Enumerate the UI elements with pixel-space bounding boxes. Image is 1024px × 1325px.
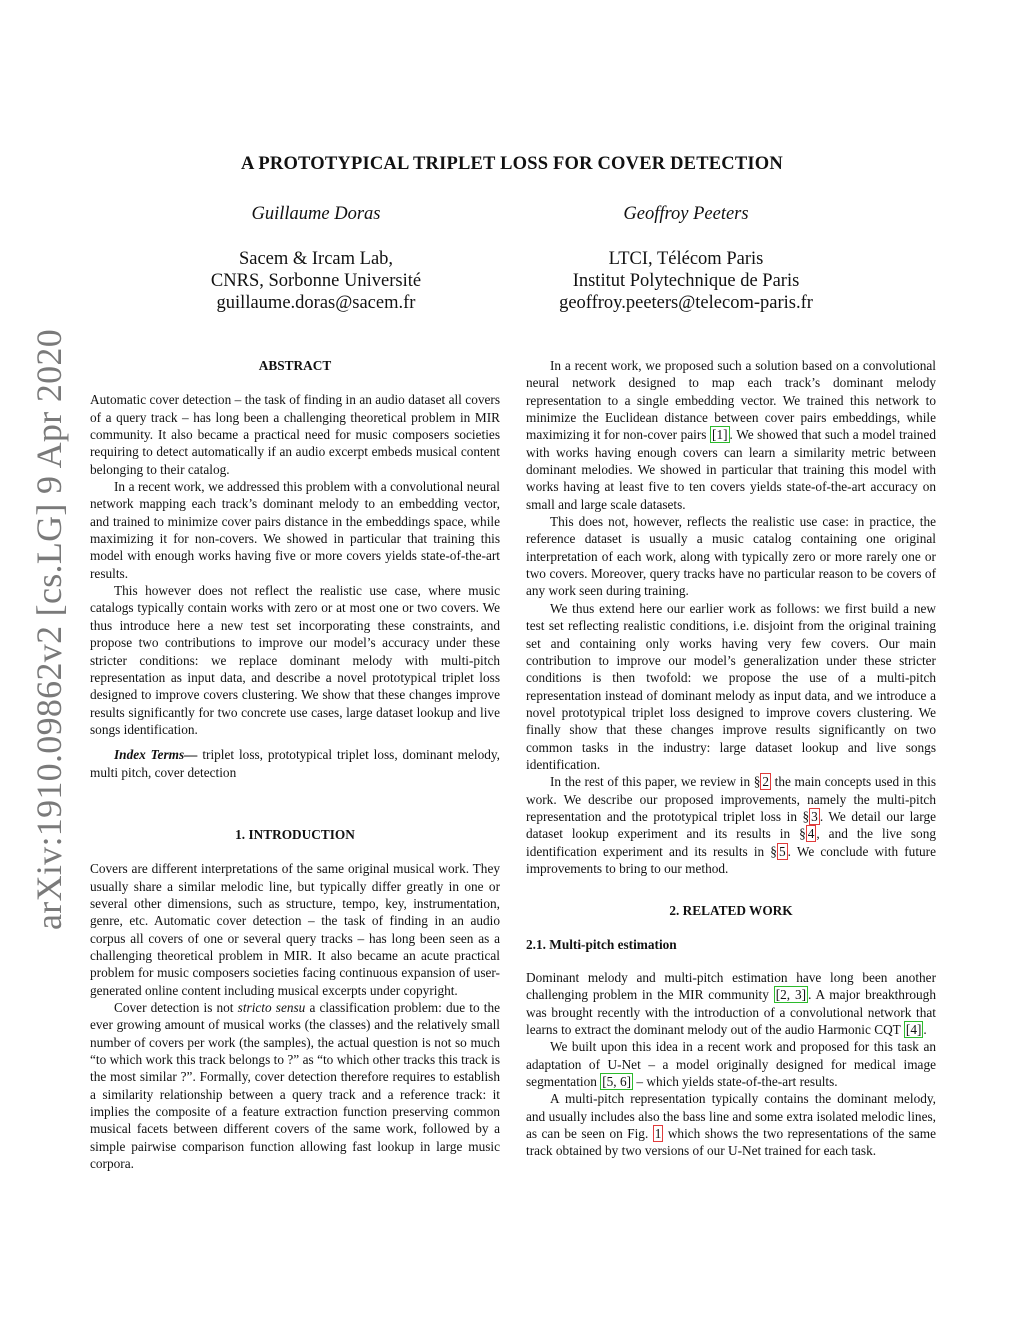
body-paragraph: We thus extend here our earlier work as follows: we first build a new test set reflecting realistic conditions, i.e. disjoint from the original training set and containing only works having very few covers. Our main contribution to improve our model’s generalization under these stricter conditions is then twofold: we propose the use of a multi-pitch representation instead of dominant melody as input data, and we introduce a novel prototypical triplet loss designed to improve covers clustering. We finally show that these changes improve results significantly on two common tasks in the industry: large dataset lookup and live songs identification. bbox=[526, 600, 936, 772]
citation-link[interactable]: [4] bbox=[905, 1022, 922, 1038]
section-link[interactable]: 2 bbox=[762, 774, 770, 790]
body-paragraph: In the rest of this paper, we review in § 2 the main concepts used in this work. We describe our proposed improvements, namely the multi-pitch representation and the prototypical triplet loss in § 3 . We detail our large dataset lookup experiment and its results in § 4 , and the live song identification experiment and its results in § 5 . We conclude with future improvements to bring to our method. bbox=[526, 774, 937, 876]
subsection-heading: 2.1. Multi-pitch estimation bbox=[526, 936, 677, 952]
abstract-paragraph: Automatic cover detection – the task of finding in an audio dataset all covers of a query track – has long been a challenging theoretical problem in MIR community. It also became a practical need for music composers societies requiring to detect automatically if an audio excerpt embeds musical content belonging to their catalog. bbox=[90, 392, 500, 477]
abstract-heading: ABSTRACT bbox=[258, 358, 332, 373]
author-email: guillaume.doras@sacem.fr bbox=[216, 293, 416, 313]
section-link[interactable]: 5 bbox=[778, 843, 786, 859]
author-block-2 bbox=[506, 203, 866, 314]
index-terms bbox=[90, 746, 500, 781]
body-paragraph: This does not, however, reflects the realistic use case: in practice, the reference dataset is usually a music catalog containing one original interpretation of each work, along with typically zero or more rarely one or two covers. Moreover, query tracks have no particular reason to be covers of any work seen during training. bbox=[526, 514, 936, 599]
body-paragraph: We built upon this idea in a recent work and proposed for this task an adaptation of U-Net – a model originally designed for medical image segmentation [5, 6] – which yields state-of-the-art results. bbox=[526, 1039, 936, 1090]
index-terms-text: triplet loss, prototypical triplet loss, dominant melody, multi pitch, cover detection bbox=[90, 747, 500, 780]
abstract-paragraph: In a recent work, we addressed this problem with a convolutional neural network mapping each track’s dominant melody to an embedding vector, and trained to minimize cover pairs distance in the embeddings space, while maximizing it for non-covers. We showed in particular that training this model with enough works having five or more covers yields state-of-the-art results. bbox=[90, 479, 500, 581]
section-link[interactable]: 3 bbox=[811, 808, 818, 824]
body-paragraph: Dominant melody and multi-pitch estimation have long been another challenging problem in the MIR community [2, 3] . A major breakthrough was brought recently with the introduction of a convolutional network that learns to extract the dominant melody out of the audio Harmonic CQT [4] . bbox=[526, 970, 936, 1038]
right-column bbox=[526, 357, 936, 1160]
index-terms-label: Index Terms— bbox=[114, 747, 198, 763]
author-name: Guillaume Doras bbox=[251, 204, 381, 224]
figure-link[interactable]: 1 bbox=[654, 1126, 662, 1142]
author-affiliation: Institut Polytechnique de Paris bbox=[572, 271, 800, 291]
body-paragraph: A multi-pitch representation typically contains the dominant melody, and usually includes also the bass line and some extra isolated melodic lines, as can be seen on Fig. 1 which shows the two representations of the same track obtained by two versions of our U-Net trained for each task. bbox=[526, 1091, 936, 1159]
introduction-heading: 1. INTRODUCTION bbox=[235, 826, 355, 842]
body-paragraph: In a recent work, we proposed such a solution based on a convolutional neural network designed to map each track’s dominant melody representation to a single embedding vector. We trained this network to minimize the Euclidean distance between cover pairs embeddings, while maximizing it for non-cover pairs [1] . We showed that such a model trained with works having enough covers can learn a similarity metric between dominant melodies. We showed in particular that training this model with works having at least five to ten covers yields state-of-the-art accuracy on small and large scale datasets. bbox=[526, 358, 937, 512]
arxiv-identifier: arXiv:1910.09862v2 [cs.LG] 9 Apr 2020 bbox=[29, 328, 69, 930]
citation-link[interactable]: [1] bbox=[712, 427, 728, 443]
author-email: geoffroy.peeters@telecom-paris.fr bbox=[559, 293, 813, 313]
author-affiliation: CNRS, Sorbonne Université bbox=[210, 271, 422, 291]
citation-link[interactable]: [5, 6] bbox=[602, 1074, 632, 1090]
emphasis: stricto sensu bbox=[237, 1000, 306, 1015]
abstract-paragraph: This however does not reflect the realistic use case, where music catalogs typically contain works with zero or at most one or two covers. We thus introduce here a new test set incorporating these constraints, and propose two contributions to improve our model’s accuracy under these stricter conditions: we replace dominant melody with multi-pitch representation as input data, and describe a novel prototypical triplet loss designed to improve covers clustering. We show that these changes improve results significantly for two concrete use cases, large dataset lookup and live songs identification. bbox=[90, 583, 500, 737]
author-affiliation: Sacem & Ircam Lab, bbox=[238, 249, 394, 269]
related-work-heading: 2. RELATED WORK bbox=[669, 903, 793, 919]
intro-paragraph: Covers are different interpretations of the same original musical work. They usually share a similar melodic line, but typically differ greatly in one or several other dimensions, such as structure, tempo, key, instrumentation, genre, etc. Automatic cover detection – the task of finding in an audio corpus all covers of one or several query tracks – has long been seen as a challenging theoretical problem in MIR. It also became an acute practical problem for music composers societies facing continuous expansion of user-generated online content including musical excerpts under copyright. bbox=[90, 861, 500, 998]
intro-paragraph: Cover detection is not stricto sensu a classification problem: due to the ever growing amount of musical works (the classes) and the relatively small number of covers per work (the samples), the actual question is not so much “to which work this track belongs to ?” as “to which other tracks this track is the most similar ?”. Formally, cover detection therefore requires to establish a similarity relationship between a query track and a reference track: it implies the composite of a feature extraction function preserving common musical facets between different covers of the same work, followed by a simple pairwise comparison function allowing fast lookup in large music corpora. bbox=[90, 1000, 501, 1172]
left-column bbox=[90, 357, 500, 1172]
citation-link[interactable]: [2, 3] bbox=[775, 987, 807, 1003]
author-block-1 bbox=[136, 203, 496, 314]
author-name: Geoffroy Peeters bbox=[623, 204, 749, 224]
paper-title: A PROTOTYPICAL TRIPLET LOSS FOR COVER DETECTION bbox=[241, 154, 783, 174]
section-link[interactable]: 4 bbox=[807, 826, 815, 842]
author-affiliation: LTCI, Télécom Paris bbox=[608, 249, 764, 269]
